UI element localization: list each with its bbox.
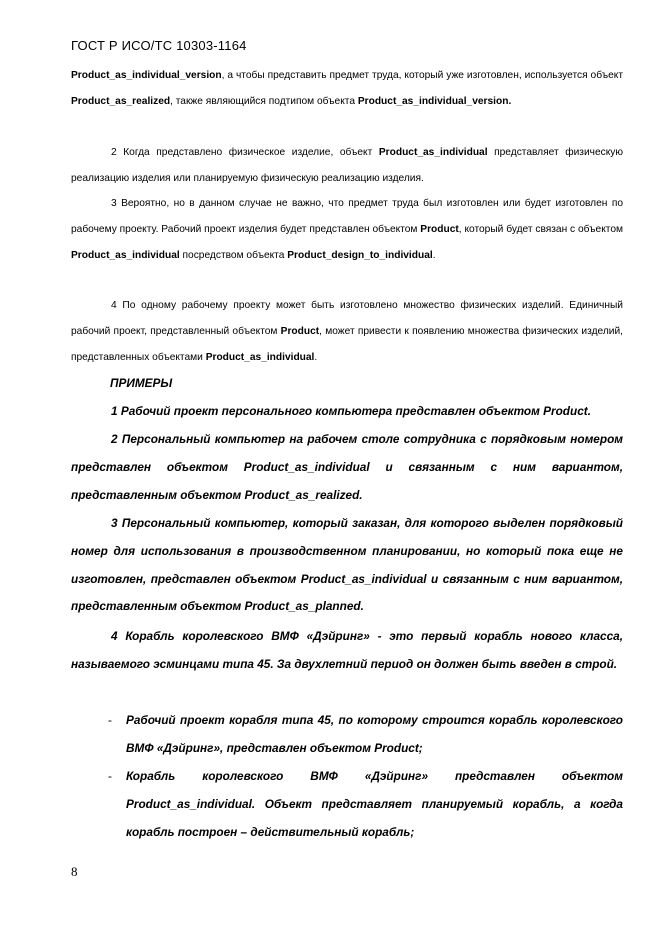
entity-name: Product_as_individual <box>205 351 315 363</box>
text-run: , который будет связан с объектом <box>458 223 623 235</box>
text-run: , также являющийся подтипом объекта <box>170 95 358 107</box>
text-run: 4 По одному рабочему проекту может быть изготовлено множество физических изделий. Единичный рабочий проект, представленный объектом <box>71 300 623 337</box>
text-run: . <box>314 351 318 363</box>
paragraph-3 <box>71 191 623 268</box>
example-4: 4 Корабль королевского ВМФ «Дэйринг» - это первый корабль нового класса, называемого эсминцами типа 45. За двухлетний период он должен быть введен в строй. <box>71 629 623 671</box>
bullet-dash: - <box>108 713 112 727</box>
entity-name: Product_as_individual_version. <box>357 95 512 107</box>
entity-name: Product_as_realized <box>71 95 171 107</box>
example-3: 3 Персональный компьютер, который заказан, для которого выделен порядковый номер для использования в производственном планировании, но который пока еще не изготовлен, представлен объектом Product_as_individual и связанным с ним вариантом, представленным объектом Product_as_planned. <box>71 516 623 614</box>
paragraph-1-continuation <box>71 63 623 115</box>
list-item-text: Рабочий проект корабля типа 45, по которому строится корабль королевского ВМФ «Дэйринг», представлен объектом Product; <box>126 713 623 755</box>
bullet-dash: - <box>108 769 112 783</box>
entity-name: Product_as_individual <box>378 147 488 158</box>
text-run: посредством объекта <box>179 249 288 261</box>
list-item <box>108 763 623 846</box>
paragraph-2 <box>71 140 623 192</box>
text-run: , а чтобы представить предмет труда, который уже изготовлен, используется объект <box>221 70 623 81</box>
entity-name: Product_as_individual <box>71 249 180 261</box>
text-run: . <box>432 249 436 261</box>
document-header: ГОСТ Р ИСО/ТС 10303-1164 <box>71 38 247 53</box>
entity-name: Product_design_to_individual <box>287 249 433 261</box>
text-run: 3 Вероятно, но в данном случае не важно, что предмет труда был изготовлен или будет изготовлен по рабочему проекту. Рабочий проект изделия будет представлен объектом <box>71 198 623 235</box>
example-1: 1 Рабочий проект персонального компьютера представлен объектом Product. <box>111 404 591 418</box>
page-number: 8 <box>71 864 78 879</box>
text-run: , может привести к появлению множества физических изделий, представленных объектами <box>71 325 623 363</box>
list-item <box>108 707 623 763</box>
entity-name: Product <box>420 223 459 235</box>
text-run: представляет физическую реализацию изделия или планируемую физическую реализацию изделия. <box>71 147 624 184</box>
entity-name: Product <box>280 325 320 337</box>
paragraph-4 <box>71 293 623 370</box>
examples-heading: ПРИМЕРЫ <box>110 376 173 390</box>
example-2: 2 Персональный компьютер на рабочем столе сотрудника с порядковым номером представлен объектом Product_as_individual и связанным с ним вариантом, представленным объектом Product_as_realized. <box>71 432 623 502</box>
entity-name: Product_as_individual_version <box>71 70 222 81</box>
list-item-text: Корабль королевского ВМФ «Дэйринг» представлен объектом Product_as_individual. Объект представляет планируемый корабль, а когда корабль построен – действительный корабль; <box>126 769 623 839</box>
text-run: 2 Когда представлено физическое изделие, объект <box>111 147 379 158</box>
